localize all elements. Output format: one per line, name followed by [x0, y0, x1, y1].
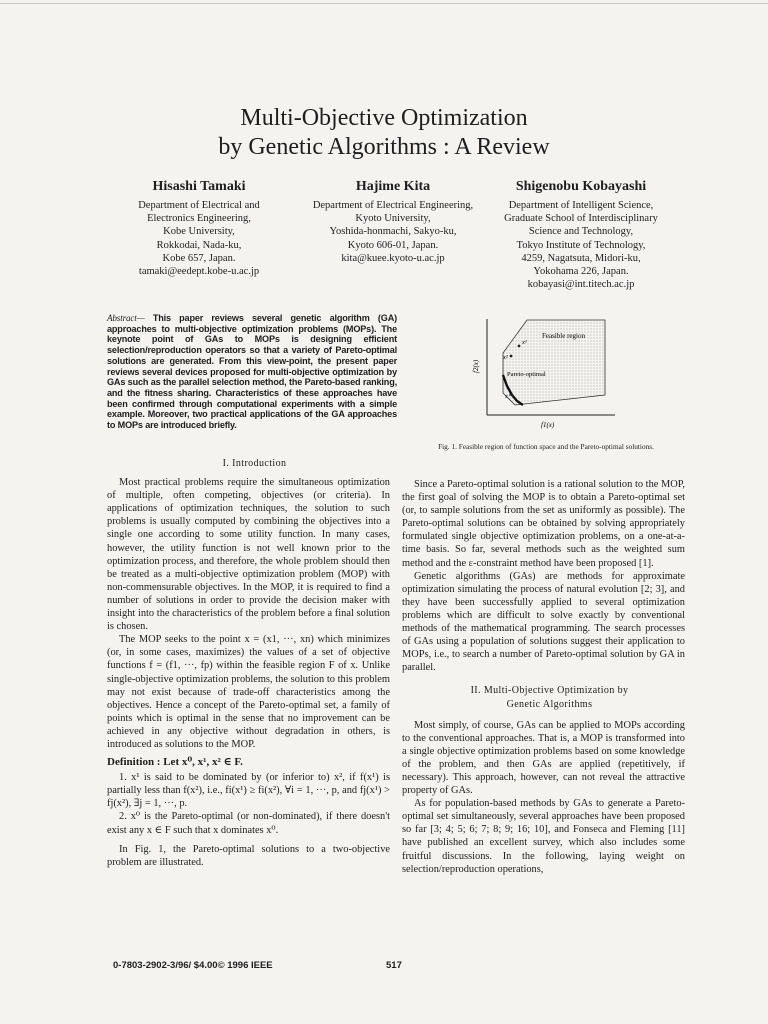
- section-heading-introduction: I. Introduction: [222, 458, 287, 469]
- author-email: tamaki@eedept.kobe-u.ac.jp: [138, 266, 260, 278]
- abstract-lead: Abstract—: [107, 313, 145, 323]
- author-affiliation-line: Yoshida-honmachi, Sakyo-ku,: [329, 226, 457, 238]
- top-rule: [0, 3, 768, 4]
- point-x2-label: x²: [503, 354, 508, 361]
- author-affiliation-line: Department of Electrical and: [138, 200, 260, 211]
- point-x1: [518, 345, 521, 348]
- section-heading-ii: [402, 684, 685, 710]
- right-column: [402, 478, 685, 876]
- paragraph: Genetic algorithms (GAs) are methods for approximate optimization simulating the process of natural evolution [2; 3], and they have been successfully applied to several optimization problems which are difficult to solve exactly by conventional methods of the mathematical programming. The search processes of GAs using a population of solutions suggest their application to MOPs, i.e., to search a number of Pareto-optimal solution by GA in parallel.: [402, 570, 685, 674]
- abstract: [107, 313, 397, 431]
- author-affiliation-line: Electronics Engineering,: [147, 213, 251, 225]
- y-axis-label: f2(x): [472, 359, 480, 373]
- left-column: [107, 457, 390, 869]
- paragraph: In Fig. 1, the Pareto-optimal solutions to a two-objective problem are illustrated.: [107, 843, 390, 868]
- point-x1-label: x¹: [522, 339, 527, 346]
- author-affiliation-line: Science and Technology,: [528, 226, 634, 238]
- author-name: Shigenobu Kobayashi: [515, 179, 647, 194]
- author-name: Hisashi Tamaki: [152, 179, 246, 194]
- author-affiliation-line: Tokyo Institute of Technology,: [516, 239, 646, 251]
- section-heading-line-2: Genetic Algorithms: [506, 698, 593, 710]
- paper-title: [0, 104, 768, 162]
- author-email: kita@kuee.kyoto-u.ac.jp: [341, 252, 445, 264]
- author-block-1: [124, 180, 274, 278]
- paragraph: Most practical problems require the simultaneous optimization of multiple, often competing, objectives (or criteria). In applications of optimization techniques, the solution to such problems is usually computed by combining the objectives into a single one according to some utility function. In many cases, however, the utility function is not well known prior to the optimization process, and therefore, the whole problem should then be treated as a multi-objective optimization problem (MOP) with non-commensurable objectives. In the MOP, it is required to find a number of solutions in order to provide the decision maker with insight into the characteristics of the problem before a final solution is chosen.: [107, 477, 390, 633]
- figure-caption: Fig. 1. Feasible region of function space and the Pareto-optimal solutions.: [438, 442, 654, 451]
- copyright-line: 0-7803-2902-3/96/ $4.00© 1996 IEEE: [113, 960, 273, 971]
- author-affiliation-line: Kobe University,: [163, 226, 235, 238]
- author-affiliation-line: Rokkodai, Nada-ku,: [156, 239, 242, 251]
- section-heading-line-1: II. Multi-Objective Optimization by: [470, 685, 629, 697]
- point-x0-label: x⁰: [505, 393, 511, 400]
- abstract-body: This paper reviews several genetic algorithm (GA) approaches to multi-objective optimization problems (MOPs). The keynote point of GAs to MOPs is designing efficient selection/reproduction operators so that a variety of Pareto-optimal solutions are generated. From this view-point, the present paper reviews several devices proposed for multi-objective optimization by GAs such as the parallel selection method, the Pareto-based ranking, and the fitness sharing. Characteristics of these approaches have been confirmed through computational experiments with a simple example. Moreover, two practical applications of the GA approaches to MOPs are introduced briefly.: [107, 313, 397, 431]
- author-block-2: [298, 180, 488, 265]
- pareto-figure-svg: [455, 313, 625, 433]
- author-affiliation-line: Kyoto 606-01, Japan.: [347, 239, 439, 251]
- author-affiliation-line: Department of Electrical Engineering,: [312, 200, 474, 211]
- paragraph: Since a Pareto-optimal solution is a rational solution to the MOP, the first goal of solving the MOP is to obtain a Pareto-optimal set (or, to sample solutions from the set as uniformly as possible). The Pareto-optimal solutions can be obtained by solving appropriately formulated single objective optimization problems, on a one-at-a-time basis. So far, several methods such as the weighted sum method and the ε-constraint method have been proposed [1].: [402, 479, 685, 569]
- pareto-optimal-label: Pareto-optimal: [507, 371, 546, 378]
- author-affiliation-line: Graduate School of Interdisciplinary: [504, 213, 658, 225]
- definition-item: 1. x¹ is said to be dominated by (or inferior to) x², if f(x¹) is partially less than f(x²), i.e., fi(x¹) ≥ fi(x²), ∀i = 1, ···, p, and fj(x¹) > fj(x²), ∃j = 1, ···, p.: [107, 772, 390, 810]
- author-name: Hajime Kita: [355, 179, 431, 194]
- paragraph: Most simply, of course, GAs can be applied to MOPs according to the conventional approaches. That is, a MOP is transformed into a single objective optimization problems based on some knowledge of the problem, and then GAs are applied (repetitively, if necessary). This approach, however, can not reveal the attractive property of GAs.: [402, 719, 685, 797]
- point-x0: [511, 394, 514, 397]
- figure-1: [455, 313, 625, 433]
- author-affiliation-line: Kyoto University,: [355, 213, 431, 225]
- definition-item: 2. x⁰ is the Pareto-optimal (or non-dominated), if there doesn't exist any x ∈ F such that x dominates x⁰.: [107, 811, 390, 836]
- author-affiliation-line: Kobe 657, Japan.: [162, 252, 236, 264]
- paragraph: As for population-based methods by GAs to generate a Pareto-optimal set simultaneously, several approaches have been proposed so far [3; 4; 5; 6; 7; 8; 9; 16; 10], and Fonseca and Fleming [11] have published an excellent survey, which also includes some fruitful discussions. In the following, laying weight on selection/reproduction operations,: [402, 798, 685, 875]
- author-block-3: [486, 180, 676, 291]
- title-line-2: by Genetic Algorithms : A Review: [218, 134, 550, 160]
- page-number: 517: [386, 960, 402, 971]
- paragraph: The MOP seeks to the point x = (x1, ···, xn) which minimizes (or, in some cases, maximizes) the values of a set of objective functions f = (f1, ···, fp) within the feasible region F of x. Unlike single-objective optimization problems, the solution to this problem may not exist because of trade-off characteristics among the objectives. Hence a concept of the Pareto-optimal set, a family of points which is optimal in the sense that no improvement can be achieved in any objective without degradation in others, is introduced as solutions to the MOP.: [107, 634, 390, 750]
- point-x2: [510, 355, 513, 358]
- feasible-region-label: Feasible region: [542, 332, 585, 340]
- x-axis-label: f1(x): [541, 421, 555, 429]
- definition-heading: Definition : Let x⁰, x¹, x² ∈ F.: [107, 756, 243, 769]
- author-email: kobayasi@int.titech.ac.jp: [527, 279, 635, 291]
- author-affiliation-line: 4259, Nagatsuta, Midori-ku,: [521, 252, 641, 264]
- author-affiliation-line: Department of Intelligent Science,: [508, 200, 654, 211]
- author-affiliation-line: Yokohama 226, Japan.: [533, 266, 629, 278]
- title-line-1: Multi-Objective Optimization: [240, 105, 528, 131]
